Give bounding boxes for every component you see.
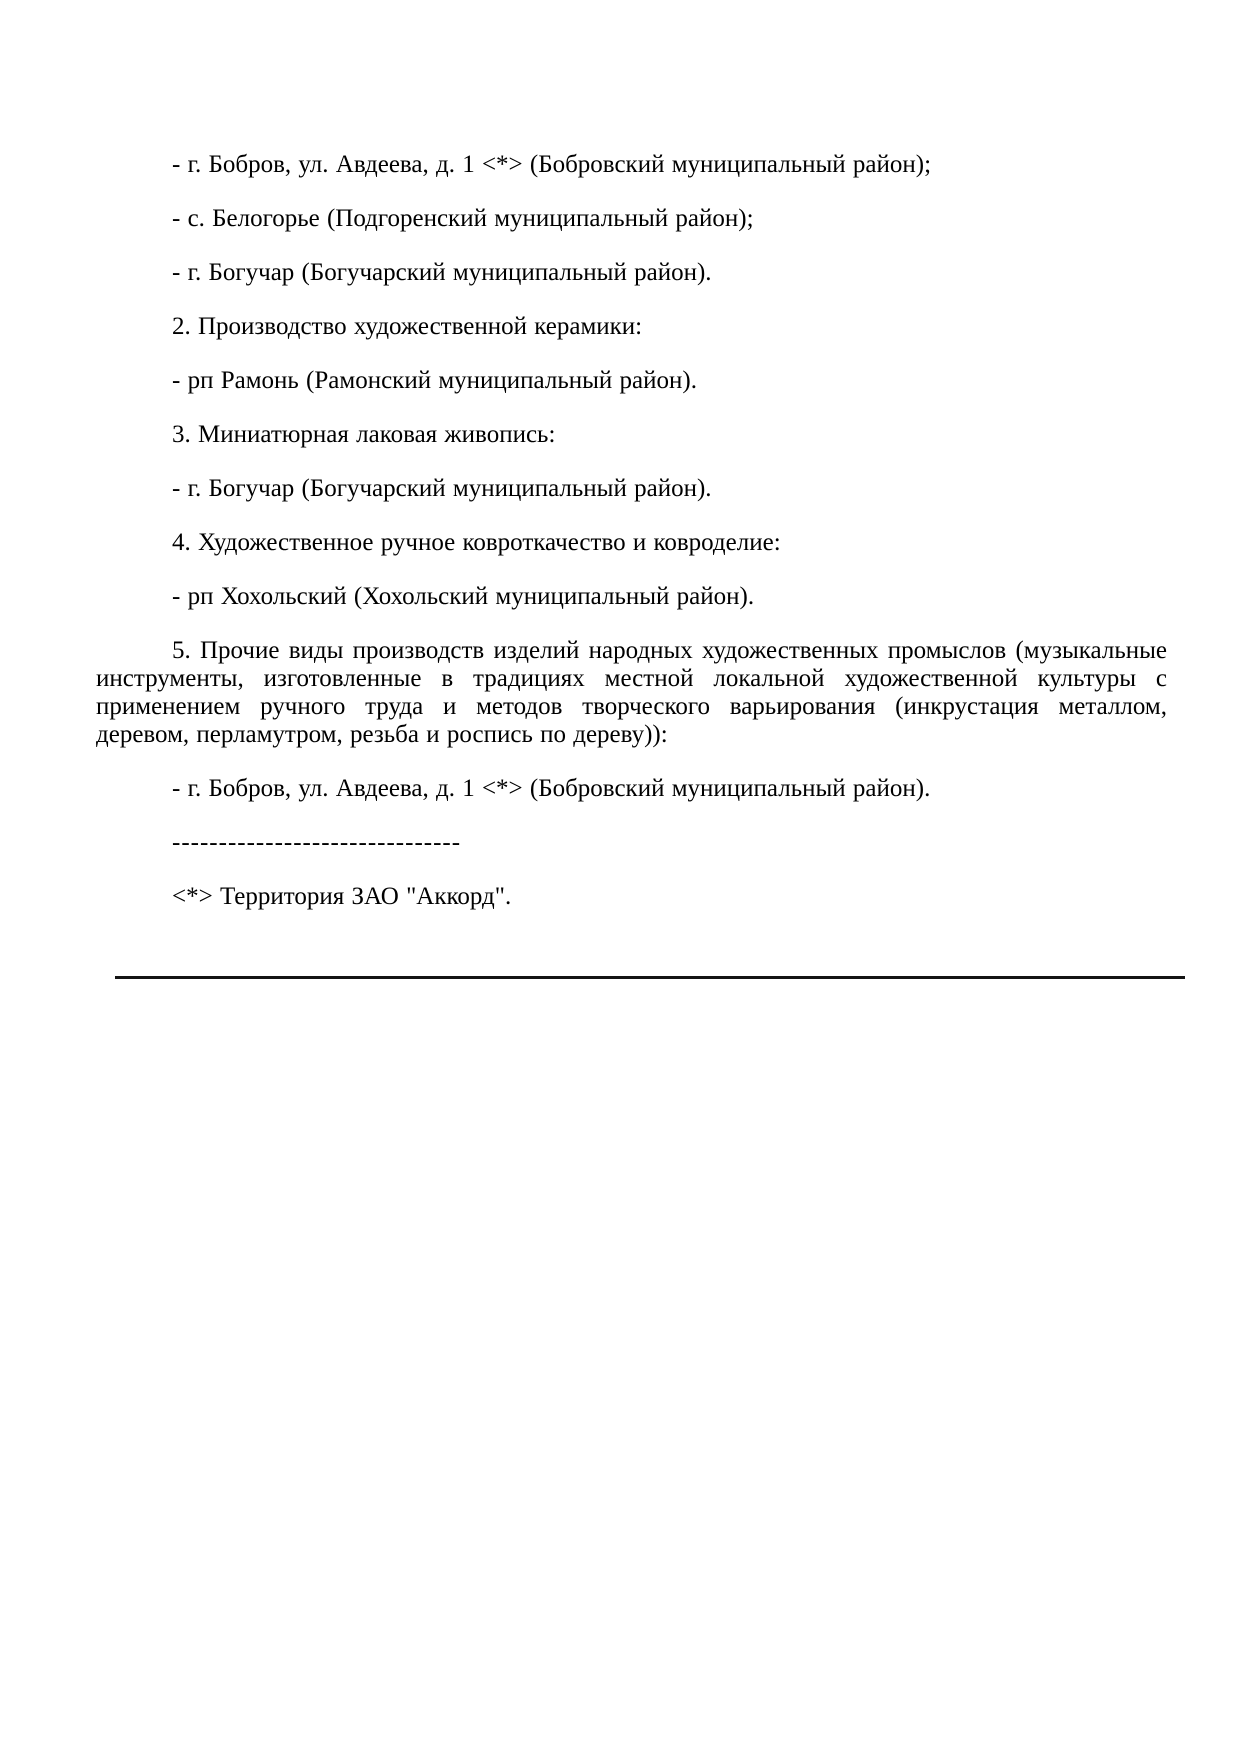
- list-item-bobrov-2: - г. Бобров, ул. Авдеева, д. 1 <*> (Бобровский муниципальный район).: [172, 775, 931, 802]
- list-item-bobrov-1: - г. Бобров, ул. Авдеева, д. 1 <*> (Бобровский муниципальный район);: [172, 151, 932, 178]
- list-item-ramon: - рп Рамонь (Рамонский муниципальный район).: [172, 367, 697, 394]
- document-body: [96, 151, 1167, 937]
- footnote-separator: -------------------------------: [172, 829, 462, 856]
- footnote-text: <*> Территория ЗАО "Аккорд".: [172, 883, 512, 910]
- list-item-boguchar-1: - г. Богучар (Богучарский муниципальный район).: [172, 259, 712, 286]
- section-2-heading: 2. Производство художественной керамики:: [172, 313, 643, 340]
- page-divider-line: [115, 976, 1185, 979]
- list-item-boguchar-2: - г. Богучар (Богучарский муниципальный район).: [172, 475, 712, 502]
- section-5-paragraph: 5. Прочие виды производств изделий народных художественных промыслов (музыкальные инструменты, изготовленные в традициях местной локальной художественной культуры с применением ручного труда и методов творческого варьирования (инкрустация металлом, деревом, перламутром, резьба и роспись по дереву)):: [96, 637, 1167, 748]
- section-4-heading: 4. Художественное ручное ковроткачество и ковроделие:: [172, 529, 781, 556]
- list-item-belogorye: - с. Белогорье (Подгоренский муниципальный район);: [172, 205, 754, 232]
- list-item-khokholsky: - рп Хохольский (Хохольский муниципальный район).: [172, 583, 755, 610]
- section-3-heading: 3. Миниатюрная лаковая живопись:: [172, 421, 556, 448]
